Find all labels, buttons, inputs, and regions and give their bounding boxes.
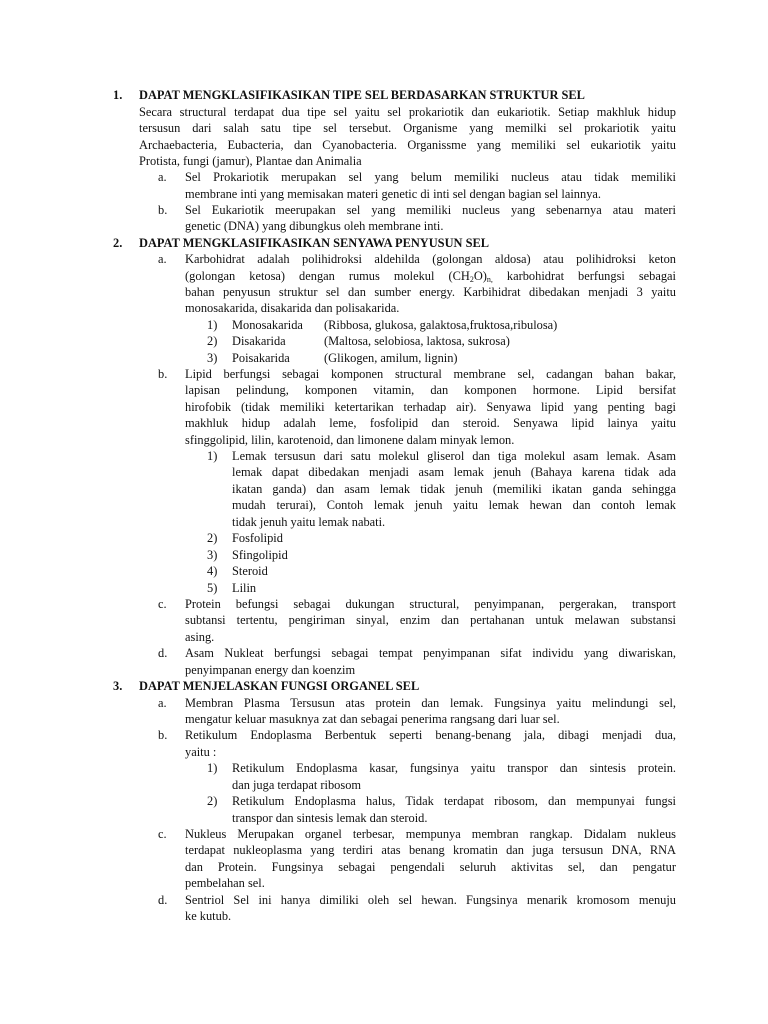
list-item-text: makhluk hidup adalah leme, fosfolipid dan steroid. Senyawa lipid lainya yaitu <box>185 416 676 430</box>
list-item-text: Sentriol Sel ini hanya dimiliki oleh sel hewan. Fungsinya menarik kromosom menuju <box>185 893 676 907</box>
section-number: 3. <box>113 679 123 693</box>
section-number: 1. <box>113 88 123 102</box>
list-item-text: membrane inti yang memisakan materi genetic di inti sel dengan bagian sel lainnya. <box>185 187 601 201</box>
paragraph-line: Archaebacteria, Eubacteria, dan Cyanobacteria. Organissme yang memiliki sel eukariotik yaitu <box>139 138 676 152</box>
paragraph-line: Secara structural terdapat dua tipe sel yaitu sel prokariotik dan eukariotik. Setiap makhluk hidup <box>139 105 676 119</box>
document-page: 1. DAPAT MENGKLASIFIKASIKAN TIPE SEL BERDASARKAN STRUKTUR SEL Secara structural terdapat dua tipe sel yaitu sel prokariotik dan eukariotik. Setiap makhluk hidup tersusun dari salah satu tipe sel tersebut. Organisme yang memilki sel prokariotik yaitu Archaebacteria, Eubacteria, dan Cyanobacteria. Organissme yang memiliki sel eukariotik yaitu Protista, fungi (jamur), Plantae dan Animalia a. Sel Prokariotik merupakan sel yang belum memiliki nucleus atau tidak memiliki membrane inti yang memisakan materi genetic di inti sel dengan bagian sel lainnya. b. Sel Eukariotik meerupakan sel yang memiliki nucleus yang sebenarnya atau materi genetic (DNA) yang dibungkus oleh membrane inti. 2. DAPAT MENGKLASIFIKASIKAN SENYAWA PENYUSUN SEL a. Karbohidrat adalah polihidroksi aldehilda (golongan aldosa) atau polihidroksi keton (golongan ketosa) dengan rumus molekul $(CH_2O)_{n,}$ karbohidrat berfungsi sebagai bahan penyusun struktur sel dan sumber energy. Karbihidrat dibedakan menjadi 3 yaitu monosakarida, disakarida dan polisakarida. 1) Monosakarida (Ribbosa, glukosa, galaktosa,fruktosa,ribulosa) 2) Disakarida (Maltosa, selobiosa, laktosa, sukrosa) 3) Poisakarida (Glikogen, amilum, lignin) b. Lipid berfungsi sebagai komponen structural membrane sel, cadangan bahan bakar, lapisan pelindung, komponen vitamin, dan komponen hormone. Lipid bersifat hirofobik (tidak memiliki ketertarikan terhadap air). Senyawa lipid yang penting bagi makhluk hidup adalah leme, fosfolipid dan steroid. Senyawa lipid lainya yaitu sfinggolipid, lilin, karotenoid, dan limonene dalam minyak lemon. 1) Lemak tersusun dari satu molekul gliserol dan tiga molekul asam lemak. Asam lemak dapat dibedakan menjadi asam lemak jenuh (Bahaya karena tidak ada ikatan ganda) dan asam lemak tidak jenuh (memiliki ikatan ganda sehingga mudah terurai), Contoh lemak jenuh yaitu lemak hewan dan contoh lemak tidak jenuh yaitu lemak nabati. 2) Fosfolipid 3) Sfingolipid 4) Steroid 5) Lilin c. Protein befungsi sebagai dukungan structural, penyimpanan, pergerakan, transport subtansi tertentu, pengiriman sinyal, enzim dan pertahanan untuk melawan substansi asing. d. Asam Nukleat berfungsi sebagai tempat penyimpanan sifat individu yang diwariskan, penyimpanan energy dan koenzim 3. DAPAT MENJELASKAN FUNGSI ORGANEL SEL a. Membran Plasma Tersusun atas protein dan lemak. Fungsinya yaitu melindungi sel, mengatur keluar masuknya zat dan sebagai penerima rangsang dari luar sel. b. Retikulum Endoplasma Berbentuk seperti benang-benang jala, dibagi menjadi dua, yaitu : 1) Retikulum Endoplasma kasar, fungsinya yaitu transpor dan sintesis protein. dan juga terdapat ribosom 2) Retikulum Endoplasma halus, Tidak terdapat ribosom, dan mempunyai fungsi transpor dan sintesis lemak dan steroid. c. Nukleus Merupakan organel terbesar, mempunya membran rangkap. Didalam nukleus terdapat nukleoplasma yang terdiri atas benang kromatin dan juga tersusun DNA, RNA dan Protein. Fungsinya sebagai pengendali seluruh aktivitas sel, dan pengatur pembelahan sel. d. Sentriol Sel ini hanya dimiliki oleh sel hewan. Fungsinya menarik kromosom menuju ke kutub. <box>113 88 677 923</box>
list-item-text: subtansi tertentu, pengiriman sinyal, enzim dan pertahanan untuk melawan substansi <box>185 613 676 627</box>
list-item-text: sfinggolipid, lilin, karotenoid, dan limonene dalam minyak lemon. <box>185 433 515 447</box>
list-item-text: Protein befungsi sebagai dukungan structural, penyimpanan, pergerakan, transport <box>185 597 676 611</box>
list-item-text: pembelahan sel. <box>185 876 265 890</box>
list-item-text: monosakarida, disakarida dan polisakarida. <box>185 301 400 315</box>
list-item-text: lapisan pelindung, komponen vitamin, dan komponen hormone. Lipid bersifat <box>185 383 676 397</box>
list-item-text: genetic (DNA) yang dibungkus oleh membrane inti. <box>185 219 444 233</box>
section-title: DAPAT MENJELASKAN FUNGSI ORGANEL SEL <box>139 679 420 693</box>
list-item-text: dan Protein. Fungsinya sebagai pengendali seluruh aktivitas sel, dan pengatur <box>185 860 676 874</box>
list-item-text: asing. <box>185 630 215 644</box>
formula-line: (golongan ketosa) dengan rumus molekul $(CH_2O)_{n,}$ karbohidrat berfungsi sebagai <box>185 269 677 284</box>
sublist-item-text: tidak jenuh yaitu lemak nabati. <box>232 515 386 529</box>
list-item-text: terdapat nukleoplasma yang terdiri atas benang kromatin dan juga tersusun DNA, RNA <box>185 843 676 857</box>
section-number: 2. <box>113 236 123 250</box>
sublist-item-text: Retikulum Endoplasma halus, Tidak terdapat ribosom, dan mempunyai fungsi <box>232 794 676 808</box>
sublist-item-text: Lemak tersusun dari satu molekul gliserol dan tiga molekul asam lemak. Asam <box>232 449 676 463</box>
list-item-text: Membran Plasma Tersusun atas protein dan lemak. Fungsinya yaitu melindungi sel, <box>185 696 676 710</box>
list-item-text: bahan penyusun struktur sel dan sumber energy. Karbihidrat dibedakan menjadi 3 yaitu <box>185 285 676 299</box>
sublist-item-text: ikatan ganda) dan asam lemak tidak jenuh (memiliki ikatan ganda sehingga <box>232 482 676 496</box>
section-title: DAPAT MENGKLASIFIKASIKAN TIPE SEL BERDASARKAN STRUKTUR SEL <box>139 88 585 102</box>
list-item-text: Sel Eukariotik meerupakan sel yang memiliki nucleus yang sebenarnya atau materi <box>185 203 676 217</box>
paragraph-line: Protista, fungi (jamur), Plantae dan Animalia <box>139 154 362 168</box>
sublist-item-text: mudah terurai), Contoh lemak jenuh yaitu lemak hewan dan contoh lemak <box>232 498 676 512</box>
sublist-item-text: Retikulum Endoplasma kasar, fungsinya yaitu transpor dan sintesis protein. <box>232 761 676 775</box>
list-item-text: Nukleus Merupakan organel terbesar, mempunya membran rangkap. Didalam nukleus <box>185 827 676 841</box>
list-item-text: Retikulum Endoplasma Berbentuk seperti benang-benang jala, dibagi menjadi dua, <box>185 728 676 742</box>
list-item-text: Sel Prokariotik merupakan sel yang belum memiliki nucleus atau tidak memiliki <box>185 170 676 184</box>
list-item-text: hirofobik (tidak memiliki ketertarikan terhadap air). Senyawa lipid yang penting bagi <box>185 400 676 414</box>
list-item-text: penyimpanan energy dan koenzim <box>185 663 356 677</box>
sublist-item-text: dan juga terdapat ribosom <box>232 778 362 792</box>
list-item-text: ke kutub. <box>185 909 232 923</box>
sublist-item-text: transpor dan sintesis lemak dan steroid. <box>232 811 428 825</box>
paragraph-line: tersusun dari salah satu tipe sel tersebut. Organisme yang memilki sel prokariotik yaitu <box>139 121 676 135</box>
list-item-text: Asam Nukleat berfungsi sebagai tempat penyimpanan sifat individu yang diwariskan, <box>185 646 676 660</box>
list-item-text: Lipid berfungsi sebagai komponen structural membrane sel, cadangan bahan bakar, <box>185 367 676 381</box>
list-item-text: mengatur keluar masuknya zat dan sebagai penerima rangsang dari luar sel. <box>185 712 560 726</box>
list-item-text: yaitu : <box>185 745 217 759</box>
section-title: DAPAT MENGKLASIFIKASIKAN SENYAWA PENYUSUN SEL <box>139 236 489 250</box>
list-item-text: Karbohidrat adalah polihidroksi aldehilda (golongan aldosa) atau polihidroksi keton <box>185 252 676 266</box>
sublist-item-text: lemak dapat dibedakan menjadi asam lemak jenuh (Bahaya karena tidak ada <box>232 465 676 479</box>
